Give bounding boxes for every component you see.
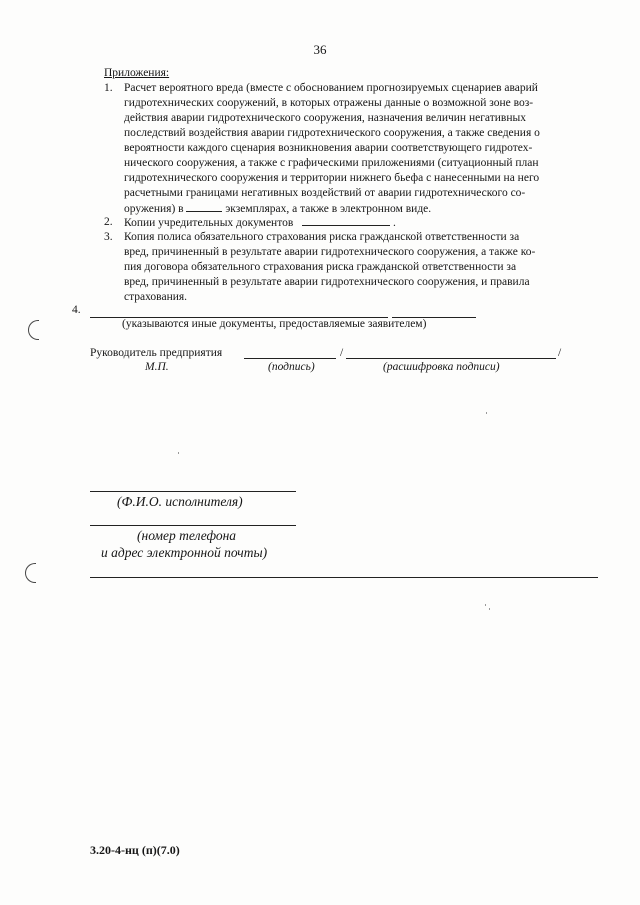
item-number: 3. <box>104 231 113 243</box>
item-line: вероятности каждого сценария возникновения аварии соответствующего гидротех- <box>124 142 533 154</box>
item-line: расчетными границами негативных воздействий от аварии гидротехнического со- <box>124 187 526 199</box>
scan-speck <box>178 452 179 454</box>
item-line: пия договора обязательного страхования риска гражданской ответственности за <box>124 261 517 273</box>
signature-field[interactable] <box>244 358 336 359</box>
scan-speck <box>485 604 486 606</box>
executor-name-field[interactable] <box>90 491 296 492</box>
stamp-placeholder: М.П. <box>145 361 169 373</box>
item-4-number: 4. <box>72 304 81 316</box>
attachments-heading: Приложения: <box>104 67 170 79</box>
item-line: действия аварии гидротехнического сооружения, назначения величин негативных <box>124 112 526 124</box>
item-text <box>124 230 606 305</box>
head-of-enterprise-label: Руководитель предприятия <box>90 347 223 359</box>
form-code: 3.20-4-нц (п)(7.0) <box>90 843 180 857</box>
executor-name-caption: (Ф.И.О. исполнителя) <box>117 494 243 509</box>
item-line-suffix: . <box>393 217 396 229</box>
item-text <box>124 215 606 231</box>
item-line: гидротехнического сооружения и территории нижнего бьефа с нанесенными на него <box>124 172 540 184</box>
item-text <box>124 81 606 217</box>
scan-speck <box>486 412 487 414</box>
binder-hole-mark <box>28 320 39 340</box>
item-line: гидротехнических сооружений, в которых отражены данные о возможной зоне воз- <box>124 97 534 109</box>
item-line <box>124 215 606 231</box>
item-line: Копия полиса обязательного страхования риска гражданской ответственности за <box>124 231 520 243</box>
signature-decode-caption: (расшифровка подписи) <box>383 361 500 373</box>
executor-contact-field[interactable] <box>90 525 296 526</box>
signature-caption: (подпись) <box>268 361 315 373</box>
item-line-suffix: экземплярах, а также в электронном виде. <box>225 203 432 215</box>
page-number: 36 <box>313 42 327 57</box>
other-documents-caption: (указываются иные документы, предоставляемые заявителем) <box>122 318 427 330</box>
signature-decode-field[interactable] <box>346 358 556 359</box>
signature-slash-end: / <box>558 347 562 359</box>
item-line: страхования. <box>124 291 188 303</box>
signature-slash: / <box>340 347 344 359</box>
item-line-prefix: Копии учредительных документов <box>124 217 294 229</box>
item-line: последствий воздействия аварии гидротехнического сооружения, а также сведения о <box>124 127 540 139</box>
item-line: вред, причиненный в результате аварии гидротехнического сооружения, а также ко- <box>124 246 536 258</box>
copies-count-field[interactable] <box>186 201 222 212</box>
item-line: вред, причиненный в результате аварии гидротехнического сооружения, и правила <box>124 276 530 288</box>
item-number: 2. <box>104 216 113 228</box>
executor-contact-caption-1: (номер телефона <box>137 528 237 543</box>
item-line: нического сооружения, а также с графическими приложениями (ситуационный план <box>124 157 539 169</box>
item-number: 1. <box>104 82 113 94</box>
founding-documents-field[interactable] <box>302 215 390 226</box>
binder-hole-mark <box>25 563 36 583</box>
scan-speck <box>489 608 490 610</box>
item-line-prefix: оружения) в <box>124 203 184 215</box>
item-line: Расчет вероятного вреда (вместе с обоснованием прогнозируемых сценариев аварий <box>124 82 538 94</box>
bottom-rule <box>90 577 598 578</box>
executor-contact-caption-2: и адрес электронной почты) <box>101 545 268 560</box>
